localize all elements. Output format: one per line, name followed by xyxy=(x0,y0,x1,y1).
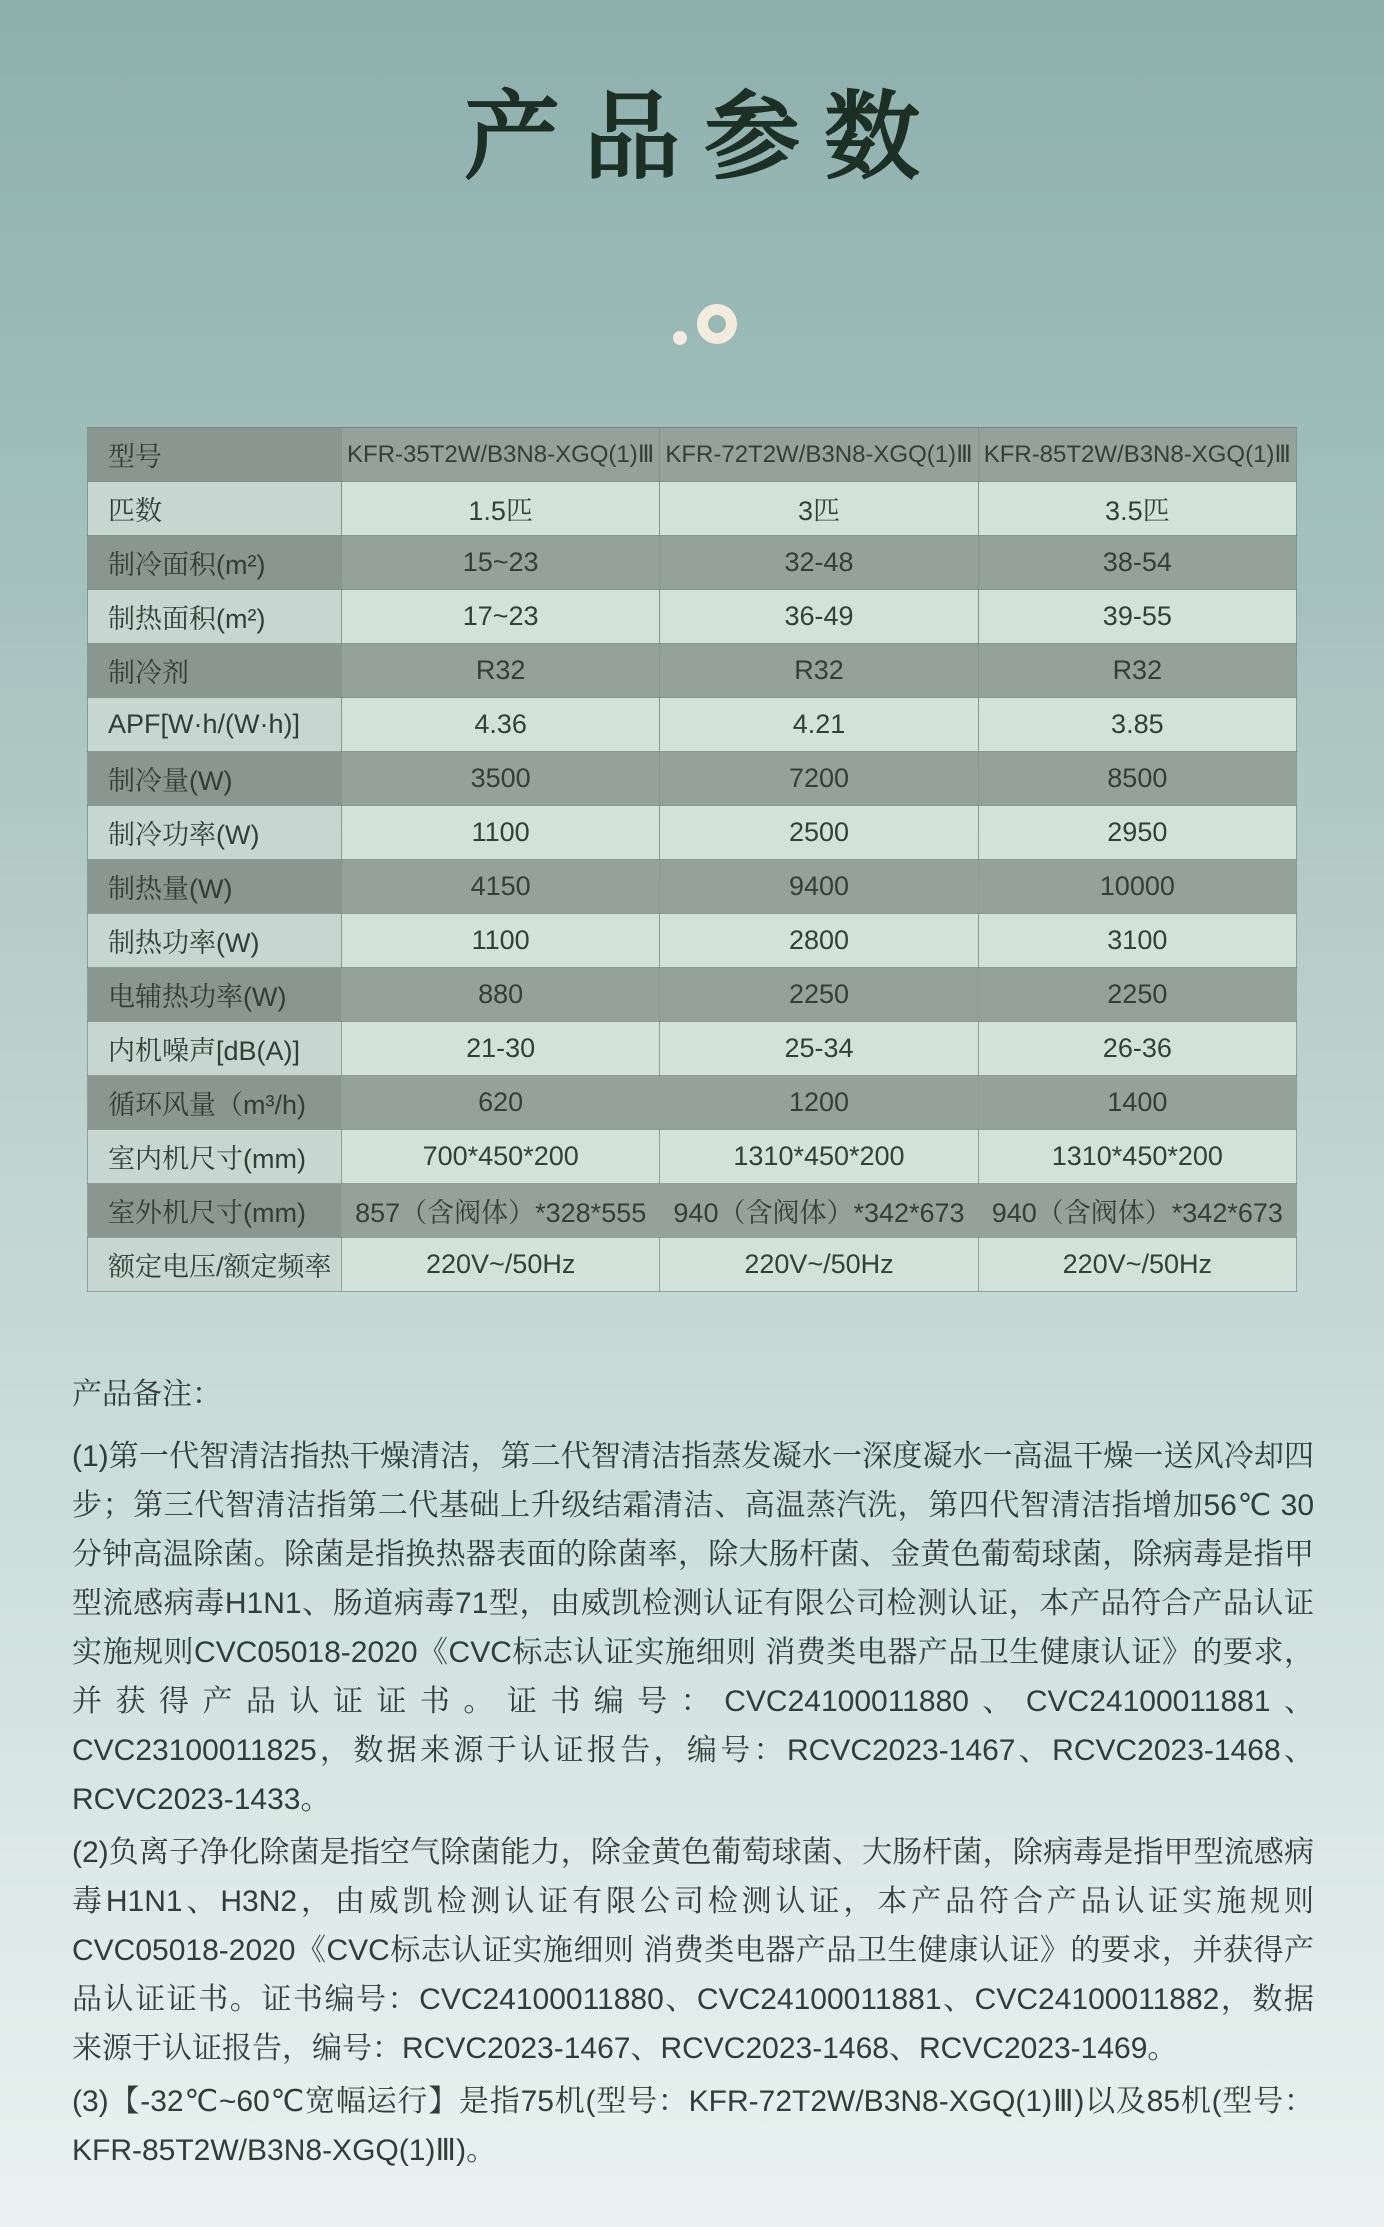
note-item-2: (2)负离子净化除菌是指空气除菌能力，除金黄色葡萄球菌、大肠杆菌，除病毒是指甲型流感病毒H1N1、H3N2，由威凯检测认证有限公司检测认证，本产品符合产品认证实施规则CVC05018-2020《CVC标志认证实施细则 消费类电器产品卫生健康认证》的要求，并获得产品认证证书。证书编号：CVC24100011880、CVC24100011881、CVC24100011882，数据来源于认证报告，编号：RCVC2023-1467、RCVC2023-1468、RCVC2023-1469。 xyxy=(72,1835,1314,2065)
notes-heading: 产品备注： xyxy=(72,1377,222,1411)
row-label: 室外机尺寸(mm) xyxy=(88,1183,342,1237)
note-item-1: (1)第一代智清洁指热干燥清洁，第二代智清洁指蒸发凝水一深度凝水一高温干燥一送风冷却四步；第三代智清洁指第二代基础上升级结霜清洁、高温蒸汽洗，第四代智清洁指增加56℃ 30分钟高温除菌。除菌是指换热器表面的除菌率，除大肠杆菌、金黄色葡萄球菌，除病毒是指甲型流感病毒H1N1、肠道病毒71型，由威凯检测认证有限公司检测认证，本产品符合产品认证实施规则CVC05018-2020《CVC标志认证实施细则 消费类电器产品卫生健康认证》的要求，并获得产品认证证书。证书编号：CVC24100011880、CVC24100011881、CVC23100011825，数据来源于认证报告，编号：RCVC2023-1467、RCVC2023-1468、RCVC2023-1433。 xyxy=(72,1439,1314,1816)
row-value: 25-34 xyxy=(660,1021,978,1075)
dot-icon xyxy=(673,331,687,345)
row-value: 857（含阀体）*328*555 xyxy=(342,1183,660,1237)
row-value: 700*450*200 xyxy=(342,1129,660,1183)
row-value: 2500 xyxy=(660,805,978,859)
row-value: 1310*450*200 xyxy=(660,1129,978,1183)
table-row xyxy=(88,913,1297,967)
row-label: 制冷功率(W) xyxy=(88,805,342,859)
row-value: 15~23 xyxy=(342,535,660,589)
note-item-3: (3)【-32℃~60℃宽幅运行】是指75机(型号：KFR-72T2W/B3N8-XGQ(1)Ⅲ)以及85机(型号：KFR-85T2W/B3N8-XGQ(1)Ⅲ)。 xyxy=(72,2084,1314,2167)
row-value: R32 xyxy=(978,643,1296,697)
row-value: 880 xyxy=(342,967,660,1021)
table-row xyxy=(88,805,1297,859)
row-value: 220V~/50Hz xyxy=(978,1237,1296,1291)
table-row xyxy=(88,1183,1297,1237)
product-notes xyxy=(0,1370,1384,2175)
row-label: 型号 xyxy=(88,427,342,481)
dot-ring-decoration xyxy=(0,304,1384,349)
row-label: 制热面积(m²) xyxy=(88,589,342,643)
row-value: 1310*450*200 xyxy=(978,1129,1296,1183)
product-spec-page xyxy=(0,84,1384,2227)
row-value: R32 xyxy=(342,643,660,697)
row-value: 3匹 xyxy=(660,481,978,535)
table-row xyxy=(88,1075,1297,1129)
row-label: APF[W·h/(W·h)] xyxy=(88,697,342,751)
row-value: 17~23 xyxy=(342,589,660,643)
row-value: 940（含阀体）*342*673 xyxy=(660,1183,978,1237)
row-label: 制冷量(W) xyxy=(88,751,342,805)
row-value: 36-49 xyxy=(660,589,978,643)
table-row xyxy=(88,967,1297,1021)
table-row xyxy=(88,751,1297,805)
row-label: 制冷面积(m²) xyxy=(88,535,342,589)
row-value: KFR-35T2W/B3N8-XGQ(1)Ⅲ xyxy=(342,427,660,481)
row-value: 220V~/50Hz xyxy=(342,1237,660,1291)
row-value: 9400 xyxy=(660,859,978,913)
table-row xyxy=(88,481,1297,535)
row-value: 38-54 xyxy=(978,535,1296,589)
row-value: 3500 xyxy=(342,751,660,805)
table-row xyxy=(88,859,1297,913)
row-label: 电辅热功率(W) xyxy=(88,967,342,1021)
row-value: 4.36 xyxy=(342,697,660,751)
row-value: KFR-72T2W/B3N8-XGQ(1)Ⅲ xyxy=(660,427,978,481)
table-row xyxy=(88,1237,1297,1291)
table-row xyxy=(88,697,1297,751)
table-row xyxy=(88,535,1297,589)
row-value: 2800 xyxy=(660,913,978,967)
table-row xyxy=(88,1021,1297,1075)
row-value: 1100 xyxy=(342,913,660,967)
row-value: 3.5匹 xyxy=(978,481,1296,535)
table-row xyxy=(88,1129,1297,1183)
spec-table-body xyxy=(88,427,1297,1291)
row-value: 940（含阀体）*342*673 xyxy=(978,1183,1296,1237)
row-value: 26-36 xyxy=(978,1021,1296,1075)
row-value: 4.21 xyxy=(660,697,978,751)
row-value: 10000 xyxy=(978,859,1296,913)
row-label: 额定电压/额定频率 xyxy=(88,1237,342,1291)
row-value: 8500 xyxy=(978,751,1296,805)
row-value: 620 xyxy=(342,1075,660,1129)
row-value: 7200 xyxy=(660,751,978,805)
spec-table xyxy=(87,427,1297,1292)
row-value: R32 xyxy=(660,643,978,697)
row-label: 制热量(W) xyxy=(88,859,342,913)
page-title: 产品参数 xyxy=(464,84,944,191)
row-label: 室内机尺寸(mm) xyxy=(88,1129,342,1183)
row-value: 21-30 xyxy=(342,1021,660,1075)
row-value: KFR-85T2W/B3N8-XGQ(1)Ⅲ xyxy=(978,427,1296,481)
row-value: 4150 xyxy=(342,859,660,913)
row-value: 39-55 xyxy=(978,589,1296,643)
row-label: 制热功率(W) xyxy=(88,913,342,967)
row-value: 1.5匹 xyxy=(342,481,660,535)
row-label: 制冷剂 xyxy=(88,643,342,697)
row-value: 2250 xyxy=(660,967,978,1021)
row-label: 内机噪声[dB(A)] xyxy=(88,1021,342,1075)
row-label: 匹数 xyxy=(88,481,342,535)
row-value: 1400 xyxy=(978,1075,1296,1129)
row-value: 3100 xyxy=(978,913,1296,967)
ring-icon xyxy=(697,304,737,344)
row-value: 32-48 xyxy=(660,535,978,589)
row-value: 2950 xyxy=(978,805,1296,859)
row-value: 1100 xyxy=(342,805,660,859)
row-value: 220V~/50Hz xyxy=(660,1237,978,1291)
row-label: 循环风量（m³/h) xyxy=(88,1075,342,1129)
row-value: 3.85 xyxy=(978,697,1296,751)
table-row xyxy=(88,589,1297,643)
row-value: 2250 xyxy=(978,967,1296,1021)
table-row xyxy=(88,643,1297,697)
table-row xyxy=(88,427,1297,481)
row-value: 1200 xyxy=(660,1075,978,1129)
